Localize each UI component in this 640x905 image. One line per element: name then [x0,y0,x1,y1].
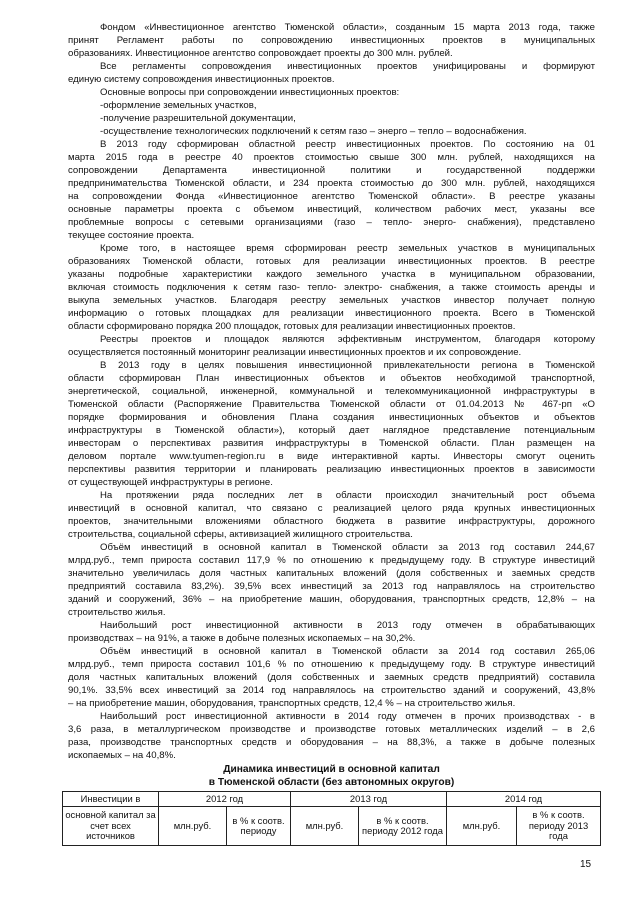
year-header-2014: 2014 год [447,792,601,807]
text-line: инвестиций в основной капитал, что связано с реализацией целого ряда крупных инвестиционных [68,503,595,514]
table-corner-bottom: основной капитал за счет всех источников [63,807,159,846]
subheader-2014-pct: в % к соотв. периоду 2013 года [517,807,601,846]
text-line: предпринимательства Тюменской области, и 234 проекта стоимостью до 300 млн. рублей, находящихся [68,178,595,189]
text-line: млрд.руб., темп прироста составил 117,9 % по отношению к предыдущему году. В структуре инвестиций [68,555,595,566]
text-line: марта 2015 года в реестре 40 проектов стоимостью свыше 300 млн. рублей, находящихся на [68,152,595,163]
text-line: инвесторам о перспективах развития инфраструктуры в Тюменской области. План размещен на [68,438,595,449]
text-line: строительство жилья. [68,607,166,618]
text-line: текущее состояние проекта. [68,230,195,241]
text-line: информацию о готовых площадках для реализации инвестиционного проекта. Всего в Тюменской [68,308,595,319]
subheader-2012-mln: млн.руб. [159,807,227,846]
text-line: образованиях Тюменской области, готовых для реализации инвестиционных проектов. В реестре [68,256,595,267]
text-line: деловом портале www.tyumen-region.ru в виде интерактивной карты. Инвесторы смогут оценить [68,451,595,462]
text-line: Наибольший рост инвестиционной активности в 2014 году отмечен в прочих производствах - в [100,711,595,722]
text-line: проблемные вопросы с сетевыми организациями (газо – тепло- энерго- снабжения), представлено [68,217,595,228]
text-line: на сопровождении Фонда «Инвестиционное агентство Тюменской области». В реестре указаны [68,191,595,202]
subheader-2013-pct: в % к соотв. периоду 2012 года [359,807,447,846]
text-line: Реестры проектов и площадок являются эффективным инструментом, благодаря которому [100,334,595,345]
year-header-2013: 2013 год [291,792,447,807]
text-line: порядке формирования и обновления Плана создания инвестиционных объектов и объектов [68,412,595,423]
text-line: млрд.руб., темп прироста составил 101,6 % по отношению к предыдущему году. В структуре инвестиций [68,659,595,670]
text-line: инфраструктуры в Тюменской области»), который дает наглядное представление потенциальным [68,425,595,436]
text-line: предприятий составила 83,2%). 39,5% всех инвестиций за 2013 год направлялось на строительство [68,581,595,592]
text-line: значительно увеличилась доля частных капитальных вложений (доля собственных и заемных средств [68,568,595,579]
text-line: сопровождении Департамента инвестиционной политики и государственной поддержки [68,165,595,176]
page-number: 15 [580,859,592,870]
text-line: Тюменской области (Распоряжение Правительства Тюменской области от 01.04.2013 № 467-рп «О [68,399,595,410]
text-line: образованиях. Инвестиционное агентство сопровождает проекты до 300 млн. рублей. [68,48,453,59]
text-line: принят Регламент работы по сопровождению инвестиционных проектов в муниципальных [68,35,595,46]
text-line: Объём инвестиций в основной капитал в Тюменской области за 2014 год составил 265,06 [100,646,595,657]
text-line: указаны подробные характеристики каждого земельного участка в муниципальном образовании, [68,269,595,280]
text-line: Наибольший рост инвестиционной активности в 2013 году отмечен в обрабатывающих [100,620,595,631]
table-header-row-units [63,807,601,846]
text-line: 90,1%. 33,5% всех инвестиций за 2014 год направлялось на строительство зданий и сооружений, 43,8% [68,685,595,696]
text-line: проектов, значительными вложениями областного бюджета в развитие инфраструктуры, дорожного [68,516,595,527]
text-line: На протяжении ряда последних лет в области происходил значительный рост объема [100,490,595,501]
year-header-2012: 2012 год [159,792,291,807]
text-line: В 2013 году в целях повышения инвестиционной привлекательности региона в Тюменской [100,360,595,371]
text-line: области сформирован План инвестиционных объектов и объектов необходимой транспортной, [68,373,595,384]
text-line: доля частных капитальных вложений (доля собственных и заемных средств предприятий) составила [68,672,595,683]
text-line: Фондом «Инвестиционное агентство Тюменской области», созданным 15 марта 2013 года, также [100,22,595,33]
text-line: энергетической, социальной, инженерной, коммунальной и телекоммуникационной инфраструктуры в [68,386,595,397]
text-line: строительства, социальной сферы, активизацией жилищного строительства. [68,529,413,540]
text-line: от существующей инфраструктуры в регионе. [68,477,273,488]
text-line: единую систему сопровождения инвестиционных проектов. [68,74,335,85]
text-line: Основные вопросы при сопровождении инвестиционных проектов: [100,87,400,98]
text-line: Кроме того, в настоящее время сформирован реестр земельных участков в муниципальных [100,243,595,254]
text-line: Все регламенты сопровождения инвестиционных проектов унифицированы и формируют [100,61,595,72]
text-line: Объём инвестиций в основной капитал в Тюменской области за 2013 год составил 244,67 [100,542,595,553]
text-line: – на приобретение машин, оборудования, транспортных средств, 12,4 % – на строительство жилья. [68,698,516,709]
table-title-line-2: в Тюменской области (без автономных округов) [208,777,455,788]
table-title-line-1: Динамика инвестиций в основной капитал [223,764,440,775]
subheader-2012-pct: в % к соотв. периоду [227,807,291,846]
text-line: области сформировано порядка 200 площадок, готовых для реализации инвестиционных проектов. [68,321,516,332]
text-line: ископаемых – на 40,8%. [68,750,176,761]
text-line: В 2013 году сформирован областной реестр инвестиционных проектов. По состоянию на 01 [100,139,595,150]
text-line: включая стоимость подключения к сетям газо- тепло- электро- снабжения, а также стоимость аренды и [68,282,595,293]
text-line: 3,6 раза, в металлургическом производстве и производстве готовых металлических изделий – в 2,6 [68,724,595,735]
table-corner-top: Инвестиции в [63,792,159,807]
subheader-2013-mln: млн.руб. [291,807,359,846]
text-line: -оформление земельных участков, [100,100,257,111]
text-line: выкупа земельных участков. Благодаря реестру земельных участков инвестор получает полную [68,295,595,306]
table-header-row-years [63,792,601,807]
text-line: раза, производстве транспортных средств и оборудования – на 88,3%, а также в добыче полезных [68,737,595,748]
text-line: -осуществление технологических подключений к сетям газо – энерго – тепло – водоснабжения. [100,126,527,137]
text-line: зданий и сооружений, 36% – на приобретение машин, оборудования, транспортных средств, 12,8% – на [68,594,595,605]
subheader-2014-mln: млн.руб. [447,807,517,846]
text-line: основные параметры проекта с объемом инвестиций, количеством рабочих мест, указаны все [68,204,595,215]
text-line: осуществляется постоянный мониторинг реализации инвестиционных проектов и их сопровождение. [68,347,522,358]
investment-table [62,791,601,846]
text-line: перспективы развития территории и планировать реализацию инвестиционных проектов в зависимости [68,464,595,475]
text-line: -получение разрешительной документации, [100,113,296,124]
text-line: производствах – на 91%, а также в добыче полезных ископаемых – на 30,2%. [68,633,416,644]
